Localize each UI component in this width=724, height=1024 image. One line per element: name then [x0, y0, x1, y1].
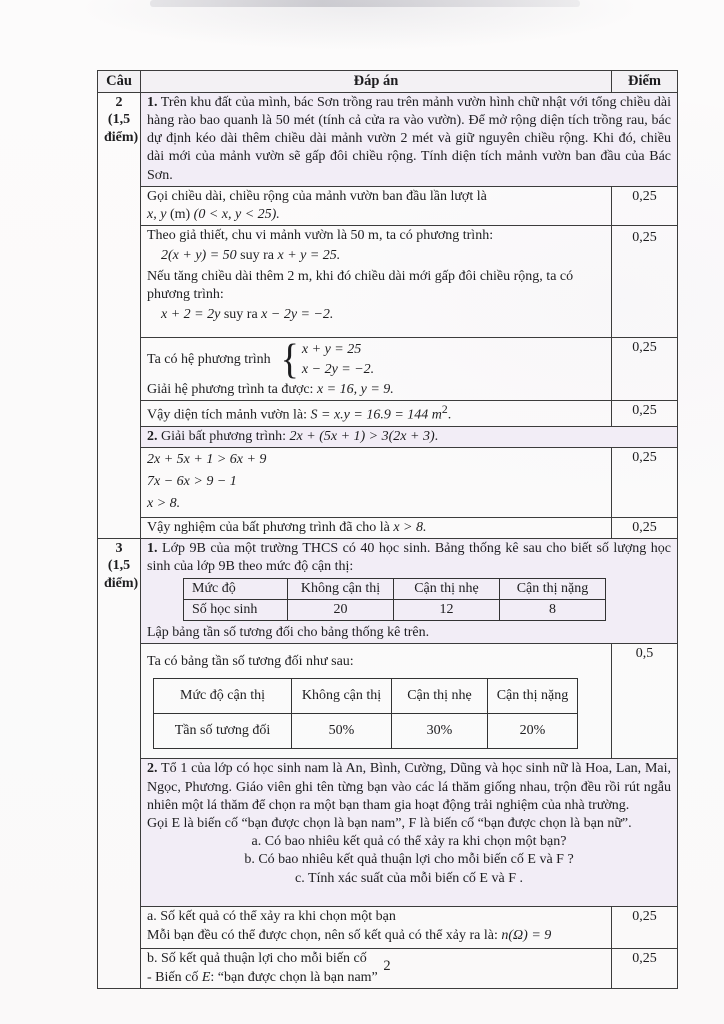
q2-statement-cell: [141, 92, 678, 186]
page-number: 2: [383, 958, 391, 974]
solve-pre: Giải hệ phương trình ta được:: [147, 381, 314, 397]
q3s2-goi-line: Gọi E là biến cố “bạn được chọn là bạn nam”, F là biến cố “bạn được chọn là bạn nữ”.: [147, 816, 632, 832]
scan-artifact: [150, 0, 580, 7]
score-cell: 0,25: [612, 400, 678, 426]
q2-step-goi-cell: [141, 186, 612, 225]
q3-frequency-answer-row: [98, 644, 678, 759]
q2-part2-statement-row: [98, 426, 678, 447]
freq-intro: Ta có bảng tần số tương đối như sau:: [147, 654, 354, 670]
q3s1-index: 1.: [147, 540, 158, 556]
freq-value-2: 20%: [488, 714, 578, 749]
q3-label-cell: [98, 538, 141, 988]
q3s1-text: Lớp 9B của một trường THCS có 40 học sinh. Bảng thống kê sau cho biết số lượng học sinh của lớp 9B theo mức độ cận thị:: [147, 540, 671, 574]
q3s2-item-a: a. Có bao nhiêu kết quả có thể xảy ra khi chọn một bạn?: [251, 834, 567, 850]
q2-step-theo-cell: [141, 226, 612, 338]
col-header-dap-an: Đáp án: [141, 71, 612, 93]
q3-statement1-row: [98, 538, 678, 644]
myopia-count-table: [183, 578, 606, 621]
area-math: S = x.y = 16.9 = 144 m: [310, 407, 442, 423]
freq-header-2: Cận thị nhẹ: [392, 679, 488, 714]
count-value-1: 12: [394, 600, 500, 621]
score-cell: 0,5: [612, 644, 678, 759]
equation-2-left: x + 2 = 2y: [161, 306, 221, 322]
q2-area-row: [98, 400, 678, 426]
goi-vars: x, y: [147, 206, 167, 222]
goi-line1: Gọi chiều dài, chiều rộng của mảnh vườn ban đầu lần lượt là: [147, 188, 487, 204]
answer-a-line2: Mỗi bạn đều có thể được chọn, nên số kết quả có thể xảy ra là:: [147, 927, 498, 943]
q3-points: (1,5 điểm): [104, 558, 139, 591]
q2-statement-index: 1.: [147, 94, 158, 110]
area-period: .: [447, 407, 452, 423]
q2-step-theo-row: [98, 226, 678, 338]
q3-answer-a-row: [98, 907, 678, 949]
answer-a-math: n(Ω) = 9: [501, 927, 552, 943]
bpt-pre: Giải bất phương trình:: [161, 428, 287, 444]
system-eq1: x + y = 25: [301, 342, 362, 358]
equation-1-left: 2(x + y) = 50: [161, 248, 237, 264]
equation-1-right: x + y = 25.: [277, 248, 341, 264]
q2-bpt-solution-row: [98, 447, 678, 517]
q2-step-system-row: [98, 338, 678, 401]
q3-statement2-cell: [141, 759, 678, 907]
q2-points: (1,5 điểm): [104, 112, 139, 145]
goi-condition: (0 < x, y < 25).: [193, 206, 280, 222]
answer-b-line2-rest: : “bạn được chọn là bạn nam”: [210, 969, 378, 985]
answer-b-event-var: E: [201, 969, 211, 985]
equation-1-connector: suy ra: [240, 248, 274, 264]
q2-number: 2: [115, 94, 123, 110]
score-cell: 0,25: [612, 907, 678, 949]
system-intro: Ta có hệ phương trình: [147, 352, 271, 368]
equation-2-connector: suy ra: [223, 306, 258, 322]
freq-row-label: Tần số tương đối: [154, 714, 292, 749]
q2-step-system-cell: [141, 338, 612, 401]
answer-b-line2-pre: - Biến cố: [147, 969, 199, 985]
bpt-math: 2x + (5x + 1) > 3(2x + 3): [289, 428, 435, 444]
q3-statement1-cell: [141, 538, 678, 644]
q3s2-text: Tổ 1 của lớp có học sinh nam là An, Bình, Cường, Dũng và học sinh nữ là Hoa, Lan, Mai, Ngọc, Phương. Giáo viên ghi tên từng bạn vào các lá thăm giống nhau, trộn đều rồi rút ngẫu nhiên một lá thăm để chọn ra một bạn tham gia hoạt động trải nghiệm của nhà trường.: [147, 761, 671, 813]
col-header-cau: Câu: [98, 71, 141, 93]
col-header-diem: Điểm: [612, 71, 678, 93]
theo-line1: Theo giả thiết, chu vi mảnh vườn là 50 m, ta có phương trình:: [147, 228, 494, 244]
q2-label-cell: [98, 92, 141, 538]
count-row-label: Số học sinh: [184, 600, 288, 621]
score-cell: 0,25: [612, 226, 678, 338]
system-brace: {: [280, 337, 299, 384]
q2-area-cell: [141, 400, 612, 426]
answer-key-table: [97, 70, 678, 989]
q3s2-item-c: c. Tính xác suất của mỗi biến cố E và F .: [295, 870, 523, 886]
q3s1-task: Lập bảng tần số tương đối cho bảng thống kê trên.: [147, 625, 430, 641]
freq-value-0: 50%: [292, 714, 392, 749]
theo-line3: Nếu tăng chiều dài thêm 2 m, khi đó chiều dài mới gấp đôi chiều rộng, ta có phương trình:: [147, 268, 574, 302]
score-cell: 0,25: [612, 186, 678, 225]
bpt-step2: 7x − 6x > 9 − 1: [147, 474, 237, 490]
equation-2-right: x − 2y = −2.: [261, 306, 334, 322]
bpt-index: 2.: [147, 428, 158, 444]
q2-conclusion-row: [98, 517, 678, 538]
q3-number: 3: [115, 540, 123, 556]
count-header-3: Cận thị nặng: [500, 579, 606, 600]
count-value-0: 20: [288, 600, 394, 621]
freq-value-1: 30%: [392, 714, 488, 749]
score-cell: 0,25: [612, 338, 678, 401]
table-header-row: [98, 71, 678, 93]
q3s2-item-b: b. Có bao nhiêu kết quả thuận lợi cho mỗi biến cố E và F ?: [244, 852, 574, 868]
q3-frequency-cell: [141, 644, 612, 759]
bpt-period: .: [434, 428, 439, 444]
area-sup: 2: [441, 402, 448, 416]
freq-header-3: Cận thị nặng: [488, 679, 578, 714]
score-cell: 0,25: [612, 517, 678, 538]
conclusion-pre: Vậy nghiệm của bất phương trình đã cho là: [147, 519, 390, 535]
freq-table-header-row: [154, 679, 578, 714]
score-cell: 0,25: [612, 949, 678, 988]
answer-b-line1: b. Số kết quả thuận lợi cho mỗi biến cố: [147, 951, 367, 967]
count-header-1: Không cận thị: [288, 579, 394, 600]
q2-statement-text: Trên khu đất của mình, bác Sơn trồng rau trên mảnh vườn hình chữ nhật với tổng chiều dài hàng rào bao quanh là 50 mét (tính cả cửa ra vào vườn). Để mở rộng diện tích trồng rau, bác dự định kéo dài thêm chiều dài mảnh vườn 2 mét và giữ nguyên chiều rộng. Khi đó, chiều dài mới của mảnh vườn sẽ gấp đôi chiều rộng. Tính diện tích mảnh vườn ban đầu của Bác Sơn.: [147, 94, 671, 183]
goi-unit: (m): [169, 206, 191, 222]
q2-conclusion-cell: [141, 517, 612, 538]
count-header-2: Cận thị nhẹ: [394, 579, 500, 600]
freq-table-data-row: [154, 714, 578, 749]
answer-a-line1: a. Số kết quả có thể xảy ra khi chọn một bạn: [147, 909, 396, 925]
system-eq2: x − 2y = −2.: [301, 362, 375, 378]
q2-statement-row: [98, 92, 678, 186]
relative-frequency-table: [153, 678, 578, 749]
count-table-data-row: [184, 600, 606, 621]
solve-result: x = 16, y = 9.: [316, 381, 394, 397]
q2-part2-statement-cell: [141, 426, 678, 447]
area-pre: Vậy diện tích mảnh vườn là:: [147, 407, 308, 423]
count-table-header-row: [184, 579, 606, 600]
q2-step-goi-row: [98, 186, 678, 225]
bpt-step1: 2x + 5x + 1 > 6x + 9: [147, 451, 267, 467]
conclusion-math: x > 8.: [393, 519, 427, 535]
score-cell: 0,25: [612, 447, 678, 517]
bpt-step3: x > 8.: [147, 496, 181, 512]
freq-header-0: Mức độ cận thị: [154, 679, 292, 714]
q2-bpt-solution-cell: [141, 447, 612, 517]
freq-header-1: Không cận thị: [292, 679, 392, 714]
count-header-0: Mức độ: [184, 579, 288, 600]
q3s2-index: 2.: [147, 761, 158, 777]
count-value-2: 8: [500, 600, 606, 621]
q3-statement2-row: [98, 759, 678, 907]
q3-answer-a-cell: [141, 907, 612, 949]
